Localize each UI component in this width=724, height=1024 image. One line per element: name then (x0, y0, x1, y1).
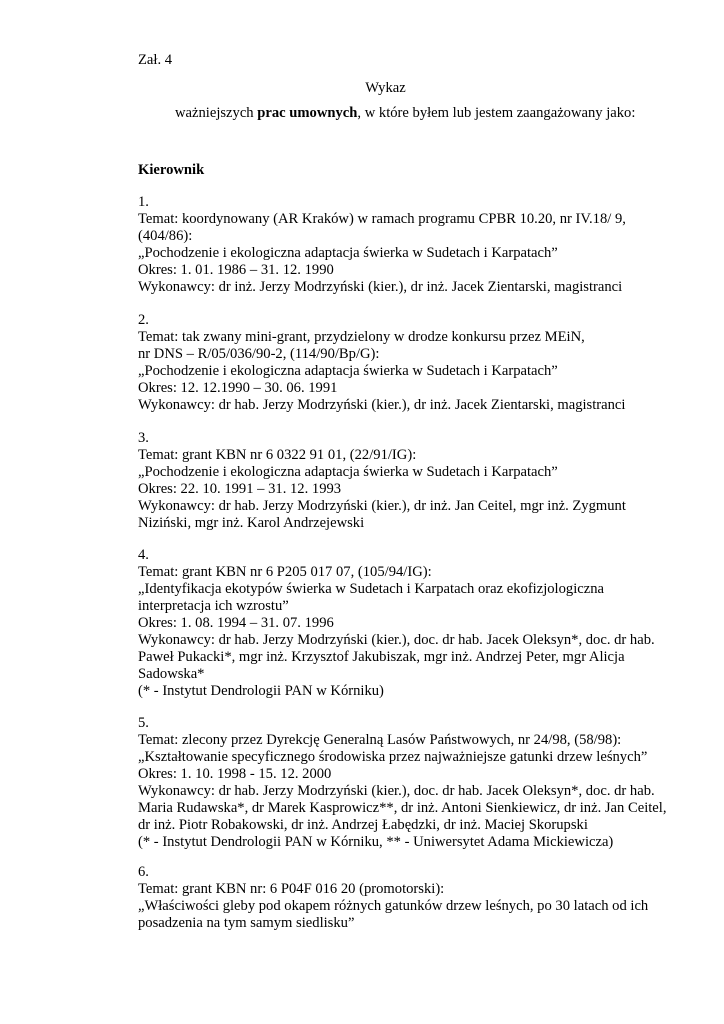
entry-period: Okres: 1. 10. 1998 - 15. 12. 2000 (138, 766, 332, 782)
entry-period: Okres: 1. 01. 1986 – 31. 12. 1990 (138, 262, 334, 278)
attachment-label: Zał. 4 (138, 52, 173, 68)
entry-1 (138, 194, 683, 296)
entry-5 (138, 715, 683, 851)
entry-contractors: Wykonawcy: dr hab. Jerzy Modrzyński (kier.), doc. dr hab. Jacek Oleksyn*, doc. dr hab. (138, 632, 655, 648)
entry-number: 5. (138, 715, 149, 731)
entry-contractors: Wykonawcy: dr hab. Jerzy Modrzyński (kier.), dr inż. Jan Ceitel, mgr inż. Zygmunt (138, 498, 626, 514)
entry-2 (138, 312, 683, 414)
entry-project-title-continued: interpretacja ich wzrostu” (138, 598, 289, 614)
entry-project-title: „Identyfikacja ekotypów świerka w Sudetach i Karpatach oraz ekofizjologiczna (138, 581, 604, 597)
entry-contractors-continued: Sadowska* (138, 666, 205, 682)
entry-number: 6. (138, 864, 149, 880)
entry-contractors-continued: Niziński, mgr inż. Karol Andrzejewski (138, 515, 365, 531)
entry-contractors: Wykonawcy: dr hab. Jerzy Modrzyński (kier.), doc. dr hab. Jacek Oleksyn*, doc. dr hab. (138, 783, 655, 799)
entry-topic: Temat: grant KBN nr 6 P205 017 07, (105/94/IG): (138, 564, 432, 580)
entry-period: Okres: 1. 08. 1994 – 31. 07. 1996 (138, 615, 334, 631)
entry-project-title: „Pochodzenie i ekologiczna adaptacja świerka w Sudetach i Karpatach” (138, 363, 558, 379)
entry-topic: Temat: grant KBN nr 6 0322 91 01, (22/91/IG): (138, 447, 417, 463)
entry-footnote: (* - Instytut Dendrologii PAN w Kórniku, ** - Uniwersytet Adama Mickiewicza) (138, 834, 614, 850)
entry-topic: Temat: grant KBN nr: 6 P04F 016 20 (promotorski): (138, 881, 445, 897)
entry-number: 4. (138, 547, 149, 563)
entry-project-title: „Pochodzenie i ekologiczna adaptacja świerka w Sudetach i Karpatach” (138, 464, 558, 480)
entry-period: Okres: 22. 10. 1991 – 31. 12. 1993 (138, 481, 342, 497)
entry-number: 1. (138, 194, 149, 210)
entry-topic: Temat: koordynowany (AR Kraków) w ramach programu CPBR 10.20, nr IV.18/ 9, (138, 211, 626, 227)
entry-footnote: (* - Instytut Dendrologii PAN w Kórniku) (138, 683, 384, 699)
entry-contractors-continued: dr inż. Piotr Robakowski, dr inż. Andrzej Łabędzki, dr inż. Maciej Skorupski (138, 817, 588, 833)
entry-topic: Temat: zlecony przez Dyrekcję Generalną Lasów Państwowych, nr 24/98, (58/98): (138, 732, 622, 748)
subtitle-emphasis: prac umownych (257, 105, 358, 121)
entry-period: Okres: 12. 12.1990 – 30. 06. 1991 (138, 380, 338, 396)
entry-project-title-continued: posadzenia na tym samym siedlisku” (138, 915, 355, 931)
entry-topic-continued: nr DNS – R/05/036/90-2, (114/90/Bp/G): (138, 346, 380, 362)
entry-number: 2. (138, 312, 149, 328)
entry-project-title: „Właściwości gleby pod okapem różnych gatunków drzew leśnych, po 30 latach od ich (138, 898, 649, 914)
entry-contractors: Wykonawcy: dr inż. Jerzy Modrzyński (kier.), dr inż. Jacek Zientarski, magistranci (138, 279, 623, 295)
entry-contractors: Wykonawcy: dr hab. Jerzy Modrzyński (kier.), dr inż. Jacek Zientarski, magistranci (138, 397, 626, 413)
subtitle-text-start: ważniejszych (175, 105, 258, 121)
subtitle-text-end: , w które byłem lub jestem zaangażowany jako: (357, 105, 636, 121)
entry-topic: Temat: tak zwany mini-grant, przydzielony w drodze konkursu przez MEiN, (138, 329, 585, 345)
section-heading: Kierownik (138, 162, 205, 178)
document-title: Wykaz (365, 80, 406, 96)
document-subtitle (175, 104, 635, 122)
entry-contractors-continued: Maria Rudawska*, dr Marek Kasprowicz**, dr inż. Antoni Sienkiewicz, dr inż. Jan Ceitel, (138, 800, 667, 816)
entry-topic-continued: (404/86): (138, 228, 193, 244)
entry-6 (138, 864, 683, 932)
entry-project-title: „Pochodzenie i ekologiczna adaptacja świerka w Sudetach i Karpatach” (138, 245, 558, 261)
entry-4 (138, 547, 683, 700)
entry-contractors-continued: Paweł Pukacki*, mgr inż. Krzysztof Jakubiszak, mgr inż. Andrzej Peter, mgr Alicja (138, 649, 625, 665)
entry-3 (138, 430, 683, 532)
entry-number: 3. (138, 430, 149, 446)
entry-project-title: „Kształtowanie specyficznego środowiska przez najważniejsze gatunki drzew leśnych” (138, 749, 648, 765)
